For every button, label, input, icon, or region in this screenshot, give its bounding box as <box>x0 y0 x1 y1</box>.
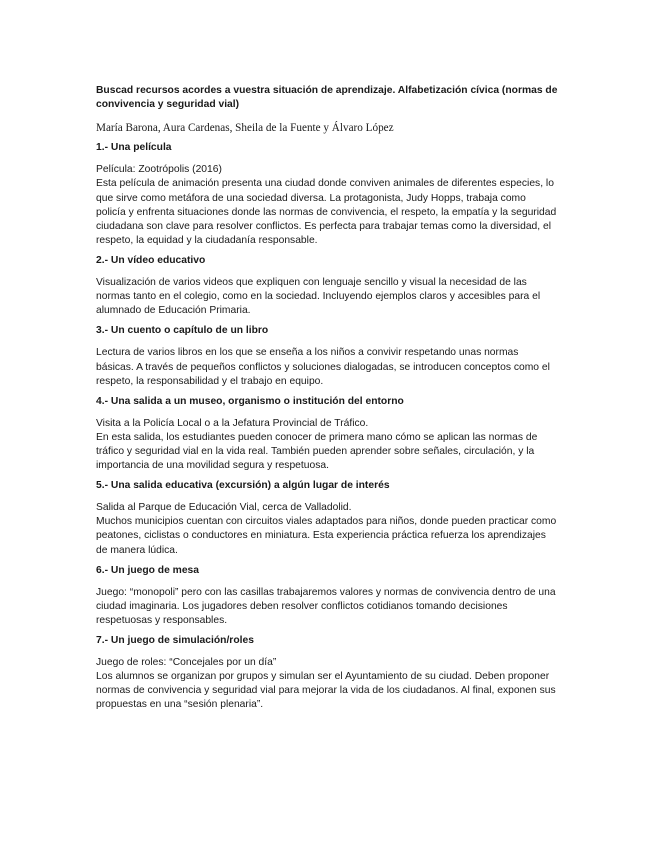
section-5-body <box>96 501 558 557</box>
section-5-heading: 5.- Una salida educativa (excursión) a algún lugar de interés <box>96 480 390 492</box>
section-1-heading: 1.- Una película <box>96 142 172 154</box>
section-5-paragraph-2: Muchos municipios cuentan con circuitos viales adaptados para niños, donde pueden practicar como peatones, ciclistas o conductores en miniatura. Esta experiencia práctica refuerza los aprendizajes de manera lúdica. <box>96 516 557 556</box>
section-6-heading: 6.- Un juego de mesa <box>96 564 199 576</box>
section-4-paragraph-2: En esta salida, los estudiantes pueden conocer de primera mano cómo se aplican las normas de tráfico y seguridad vial en la vida real. También pueden aprender sobre señales, circulación, y la importancia de una movilidad segura y respetuosa. <box>96 431 538 472</box>
section-1-body <box>96 163 558 248</box>
document-page <box>96 84 558 718</box>
section-6-paragraph-1: Juego: “monopoli” pero con las casillas trabajaremos valores y normas de convivencia dentro de una ciudad imaginaria. Los jugadores deben resolver conflictos cotidianos tomando decisiones respetuosas y responsables. <box>96 586 556 626</box>
document-authors: María Barona, Aura Cardenas, Sheila de la Fuente y Álvaro López <box>96 122 394 135</box>
section-7-paragraph-2: Los alumnos se organizan por grupos y simulan ser el Ayuntamiento de su ciudad. Deben proponer normas de convivencia y seguridad vial para mejorar la vida de los ciudadanos. Al final, exponen sus propuestas en una “sesión plenaria”. <box>96 671 556 711</box>
section-2-body <box>96 276 558 318</box>
section-4-paragraph-1: Visita a la Policía Local o a la Jefatura Provincial de Tráfico. <box>96 417 369 429</box>
section-7-body <box>96 656 558 712</box>
section-4-heading: 4.- Una salida a un museo, organismo o institución del entorno <box>96 395 404 407</box>
section-1-paragraph-2: Esta película de animación presenta una ciudad donde conviven animales de diferentes especies, lo que sirve como metáfora de una sociedad diversa. La protagonista, Judy Hopps, trabaja como policía y enfrenta situaciones donde las normas de convivencia, el respeto, la empatía y la seguridad ciudadana son clave para resolver conflictos. Es perfecta para trabajar temas como la diversidad, el respeto, la equidad y la ciudadanía responsable. <box>96 178 557 246</box>
section-4-body <box>96 417 558 473</box>
section-3-paragraph-1: Lectura de varios libros en los que se enseña a los niños a convivir respetando unas normas básicas. A través de pequeños conflictos y soluciones dialogadas, se introducen conceptos como el respeto, la responsabilidad y el trabajo en equipo. <box>96 347 550 387</box>
section-2-paragraph-1: Visualización de varios videos que expliquen con lenguaje sencillo y visual la necesidad de las normas tanto en el colegio, como en la sociedad. Incluyendo ejemplos claros y accesibles para el alumnado de Educación Primaria. <box>96 277 541 317</box>
section-1-paragraph-1: Película: Zootrópolis (2016) <box>96 164 222 176</box>
section-7-paragraph-1: Juego de roles: “Concejales por un día” <box>96 657 277 669</box>
section-3-body <box>96 346 558 388</box>
section-2-heading: 2.- Un vídeo educativo <box>96 254 206 266</box>
document-title: Buscad recursos acordes a vuestra situación de aprendizaje. Alfabetización cívica (normas de convivencia y seguridad vial) <box>96 85 558 111</box>
section-6-body <box>96 586 558 628</box>
section-5-paragraph-1: Salida al Parque de Educación Vial, cerca de Valladolid. <box>96 502 352 514</box>
section-7-heading: 7.- Un juego de simulación/roles <box>96 635 254 646</box>
section-3-heading: 3.- Un cuento o capítulo de un libro <box>96 325 269 337</box>
